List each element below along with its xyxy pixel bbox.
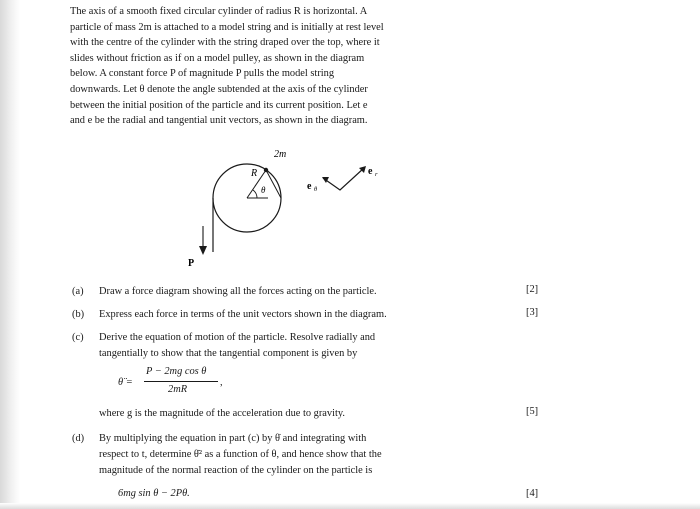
result-expression: 6mg sin θ − 2Pθ.	[118, 488, 190, 499]
chord-line	[266, 170, 281, 198]
part-b	[72, 307, 492, 323]
part-text: Draw a force diagram showing all the forces acting on the particle.	[99, 286, 377, 297]
intro-line: The axis of a smooth fixed circular cylinder of radius R is horizontal. A	[70, 6, 368, 17]
marks-a: [2]	[526, 284, 539, 295]
part-a	[72, 284, 492, 300]
force-label: P	[188, 258, 195, 269]
part-text: Express each force in terms of the unit vectors shown in the diagram.	[99, 309, 387, 320]
angle-arc	[253, 190, 257, 198]
intro-line: below. A constant force P of magnitude P pulls the model string	[70, 68, 335, 80]
unit-vector-lines	[323, 168, 364, 190]
formula-lhs: θ̈ =	[118, 377, 133, 388]
part-text: where g is the magnitude of the acceleration due to gravity.	[99, 408, 346, 419]
formula-comma: ,	[220, 377, 223, 388]
part-d	[72, 431, 492, 478]
e-theta-label: e	[307, 181, 312, 192]
radius-label: R	[251, 168, 258, 179]
part-text: magnitude of the normal reaction of the cylinder on the particle is	[99, 464, 373, 476]
particle-dot	[264, 168, 268, 172]
part-label: (a)	[72, 286, 84, 297]
intro-line: downwards. Let θ denote the angle subtended at the axis of the cylinder	[70, 83, 368, 95]
intro-line: slides without friction as if on a model pulley, as shown in the diagram	[70, 52, 365, 64]
e-r-label: e	[368, 166, 373, 177]
part-text: tangentially to show that the tangential component is given by	[99, 347, 358, 359]
intro-line: particle of mass 2m is attached to a model string and is initially at rest level	[70, 21, 384, 33]
angle-label: θ	[261, 185, 266, 195]
intro-line: and e be the radial and tangential unit vectors, as shown in the diagram.	[70, 115, 368, 127]
part-c-after	[72, 406, 492, 422]
part-c	[72, 330, 492, 362]
formula-numerator: P − 2mg cos θ	[146, 366, 207, 377]
e-r-subscript: r	[375, 171, 378, 178]
part-label: (b)	[72, 309, 85, 320]
part-label: (c)	[72, 332, 84, 343]
formula-denominator: 2mR	[168, 384, 188, 395]
e-theta-subscript: θ	[314, 186, 318, 193]
mass-label: 2m	[274, 149, 287, 160]
fraction-bar	[144, 381, 218, 382]
part-text: Derive the equation of motion of the particle. Resolve radially and	[99, 332, 376, 343]
part-label: (d)	[72, 433, 85, 444]
marks-c: [5]	[526, 406, 539, 417]
force-arrow-head	[199, 246, 207, 255]
part-text: respect to t, determine θ̇² as a function of θ, and hence show that the	[99, 448, 382, 460]
marks-b: [3]	[526, 307, 539, 318]
intro-line: between the initial position of the particle and its current position. Let e	[70, 99, 368, 111]
part-text: By multiplying the equation in part (c) by θ̇ and integrating with	[99, 433, 367, 444]
marks-d: [4]	[526, 488, 539, 499]
intro-line: with the centre of the cylinder with the string draped over the top, where it	[70, 37, 380, 49]
